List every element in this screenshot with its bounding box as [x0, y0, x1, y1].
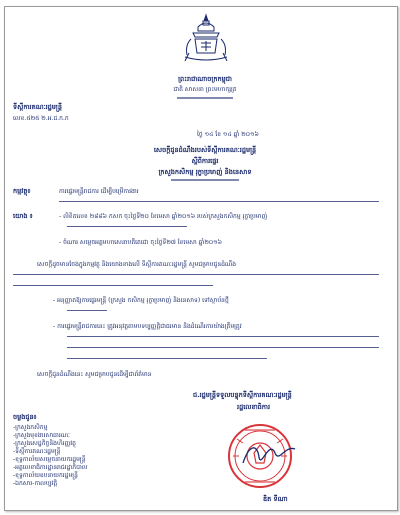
reference-number: លេខ.៥២៥ ២.អ.ជ.ក.ក	[13, 115, 69, 122]
signatory-name: ឌិត ទីណា	[263, 495, 288, 503]
subject-label: កម្មវត្ថុ៖	[13, 187, 31, 195]
signatory-title: រដ្ឋលេខាធិការ	[237, 403, 271, 411]
document-title: សេចក្ដីជូនដំណឹងរបស់ទីស្ដីការគណៈរដ្ឋមន្ត្រី	[153, 146, 257, 154]
signatory-organization: ជ.រដ្ឋមន្ត្រីទទួលបន្ទុកទីស្ដីការគណៈរដ្ឋមន្ត្រី	[193, 391, 292, 399]
recipient-item: -ឯកសារ-កាលប្បវត្តិ	[13, 480, 58, 487]
issuing-organization: ទីស្ដីការគណៈរដ្ឋមន្ត្រី	[13, 103, 62, 111]
recipient-item: -ក្រសួងមុខងារសាធារណៈ	[13, 432, 70, 439]
document-page	[4, 6, 398, 511]
lunar-date: ថ្ងៃ ១៤ ខែ ១៤ ឆ្នាំ ២០១៦	[197, 131, 259, 138]
recipients-label: ចម្លងជូន៖	[13, 413, 37, 421]
recipient-item: -ក្រសួងសេដ្ឋកិច្ចនិងហិរញ្ញវត្ថុ	[13, 440, 76, 447]
document-ministry: ក្រសួងកសិកម្ម រុក្ខាប្រមាញ់ និងនេសាទ	[158, 168, 252, 176]
kingdom-heading: ព្រះរាជាណាចក្រកម្ពុជា	[178, 75, 232, 83]
royal-emblem-icon	[181, 13, 231, 65]
motto-text: ជាតិ សាសនា ព្រះមហាក្សត្រ	[173, 86, 237, 93]
document-subtitle: ស្ដីពីការផ្ទេរ	[191, 157, 219, 165]
body-paragraph-2: សេចក្ដីជូនដំណឹងនេះ សូមជម្រាបជូនដើម្បីជាព័ត៌មាន	[37, 371, 152, 378]
recipient-item: -ទីស្ដីការគណៈរដ្ឋមន្ត្រី	[13, 448, 61, 455]
bullet-item-2: - ការផ្ទេរមន្ត្រីរាជការនេះ ត្រូវអនុវត្តតាមបទប្បញ្ញត្តិជាធរមាន និងដំណើរការយ៉ាងត្រឹមត្រូវ	[53, 323, 242, 330]
recipient-item: -ខុទ្ទកាល័យឧបនាយករដ្ឋមន្ត្រី	[13, 472, 78, 479]
body-paragraph-1: សេចក្ដីដូចមានចែងក្នុងកម្មវត្ថុ និងយោងខាងលើ ទីស្ដីការគណៈរដ្ឋមន្ត្រី សូមជម្រាបជូនដំណឹង	[37, 261, 237, 268]
recipient-item: -ខុទ្ទកាល័យសម្ដេចនាយករដ្ឋមន្ត្រី	[13, 456, 86, 463]
recipient-item: -ក្រសួងកសិកម្ម	[13, 424, 48, 431]
reference-item-1: - លិខិតលេខ ២៨៨៦ កសក ចុះថ្ងៃទី២០ ខែមេសា ឆ្នាំ២០១៦ របស់ក្រសួងកសិកម្ម រុក្ខាប្រមាញ់	[59, 213, 268, 220]
recipient-item: -អគ្គលេខាធិការដ្ឋានរាជរដ្ឋាភិបាល	[13, 464, 88, 471]
handwritten-signature	[239, 435, 299, 471]
subject-text: ការផ្ទេរមន្ត្រីរាជការ ដើម្បីបម្រើការងារ	[59, 188, 139, 195]
bullet-item-1: - អនុញ្ញាតឱ្យការផ្ទេរមន្ត្រី (ក្រសួង កសិកម្ម រុក្ខាប្រមាញ់ និងនេសាទ) ទៅស្ថាប័នថ្មី	[53, 297, 229, 304]
reference-item-2: - ចំណារ សម្ដេចអគ្គមហាសេនាបតីតេជោ ចុះថ្ងៃទី២៧ ខែមេសា ឆ្នាំ២០១៦	[59, 239, 222, 246]
reference-label: យោង ៖	[13, 212, 33, 220]
